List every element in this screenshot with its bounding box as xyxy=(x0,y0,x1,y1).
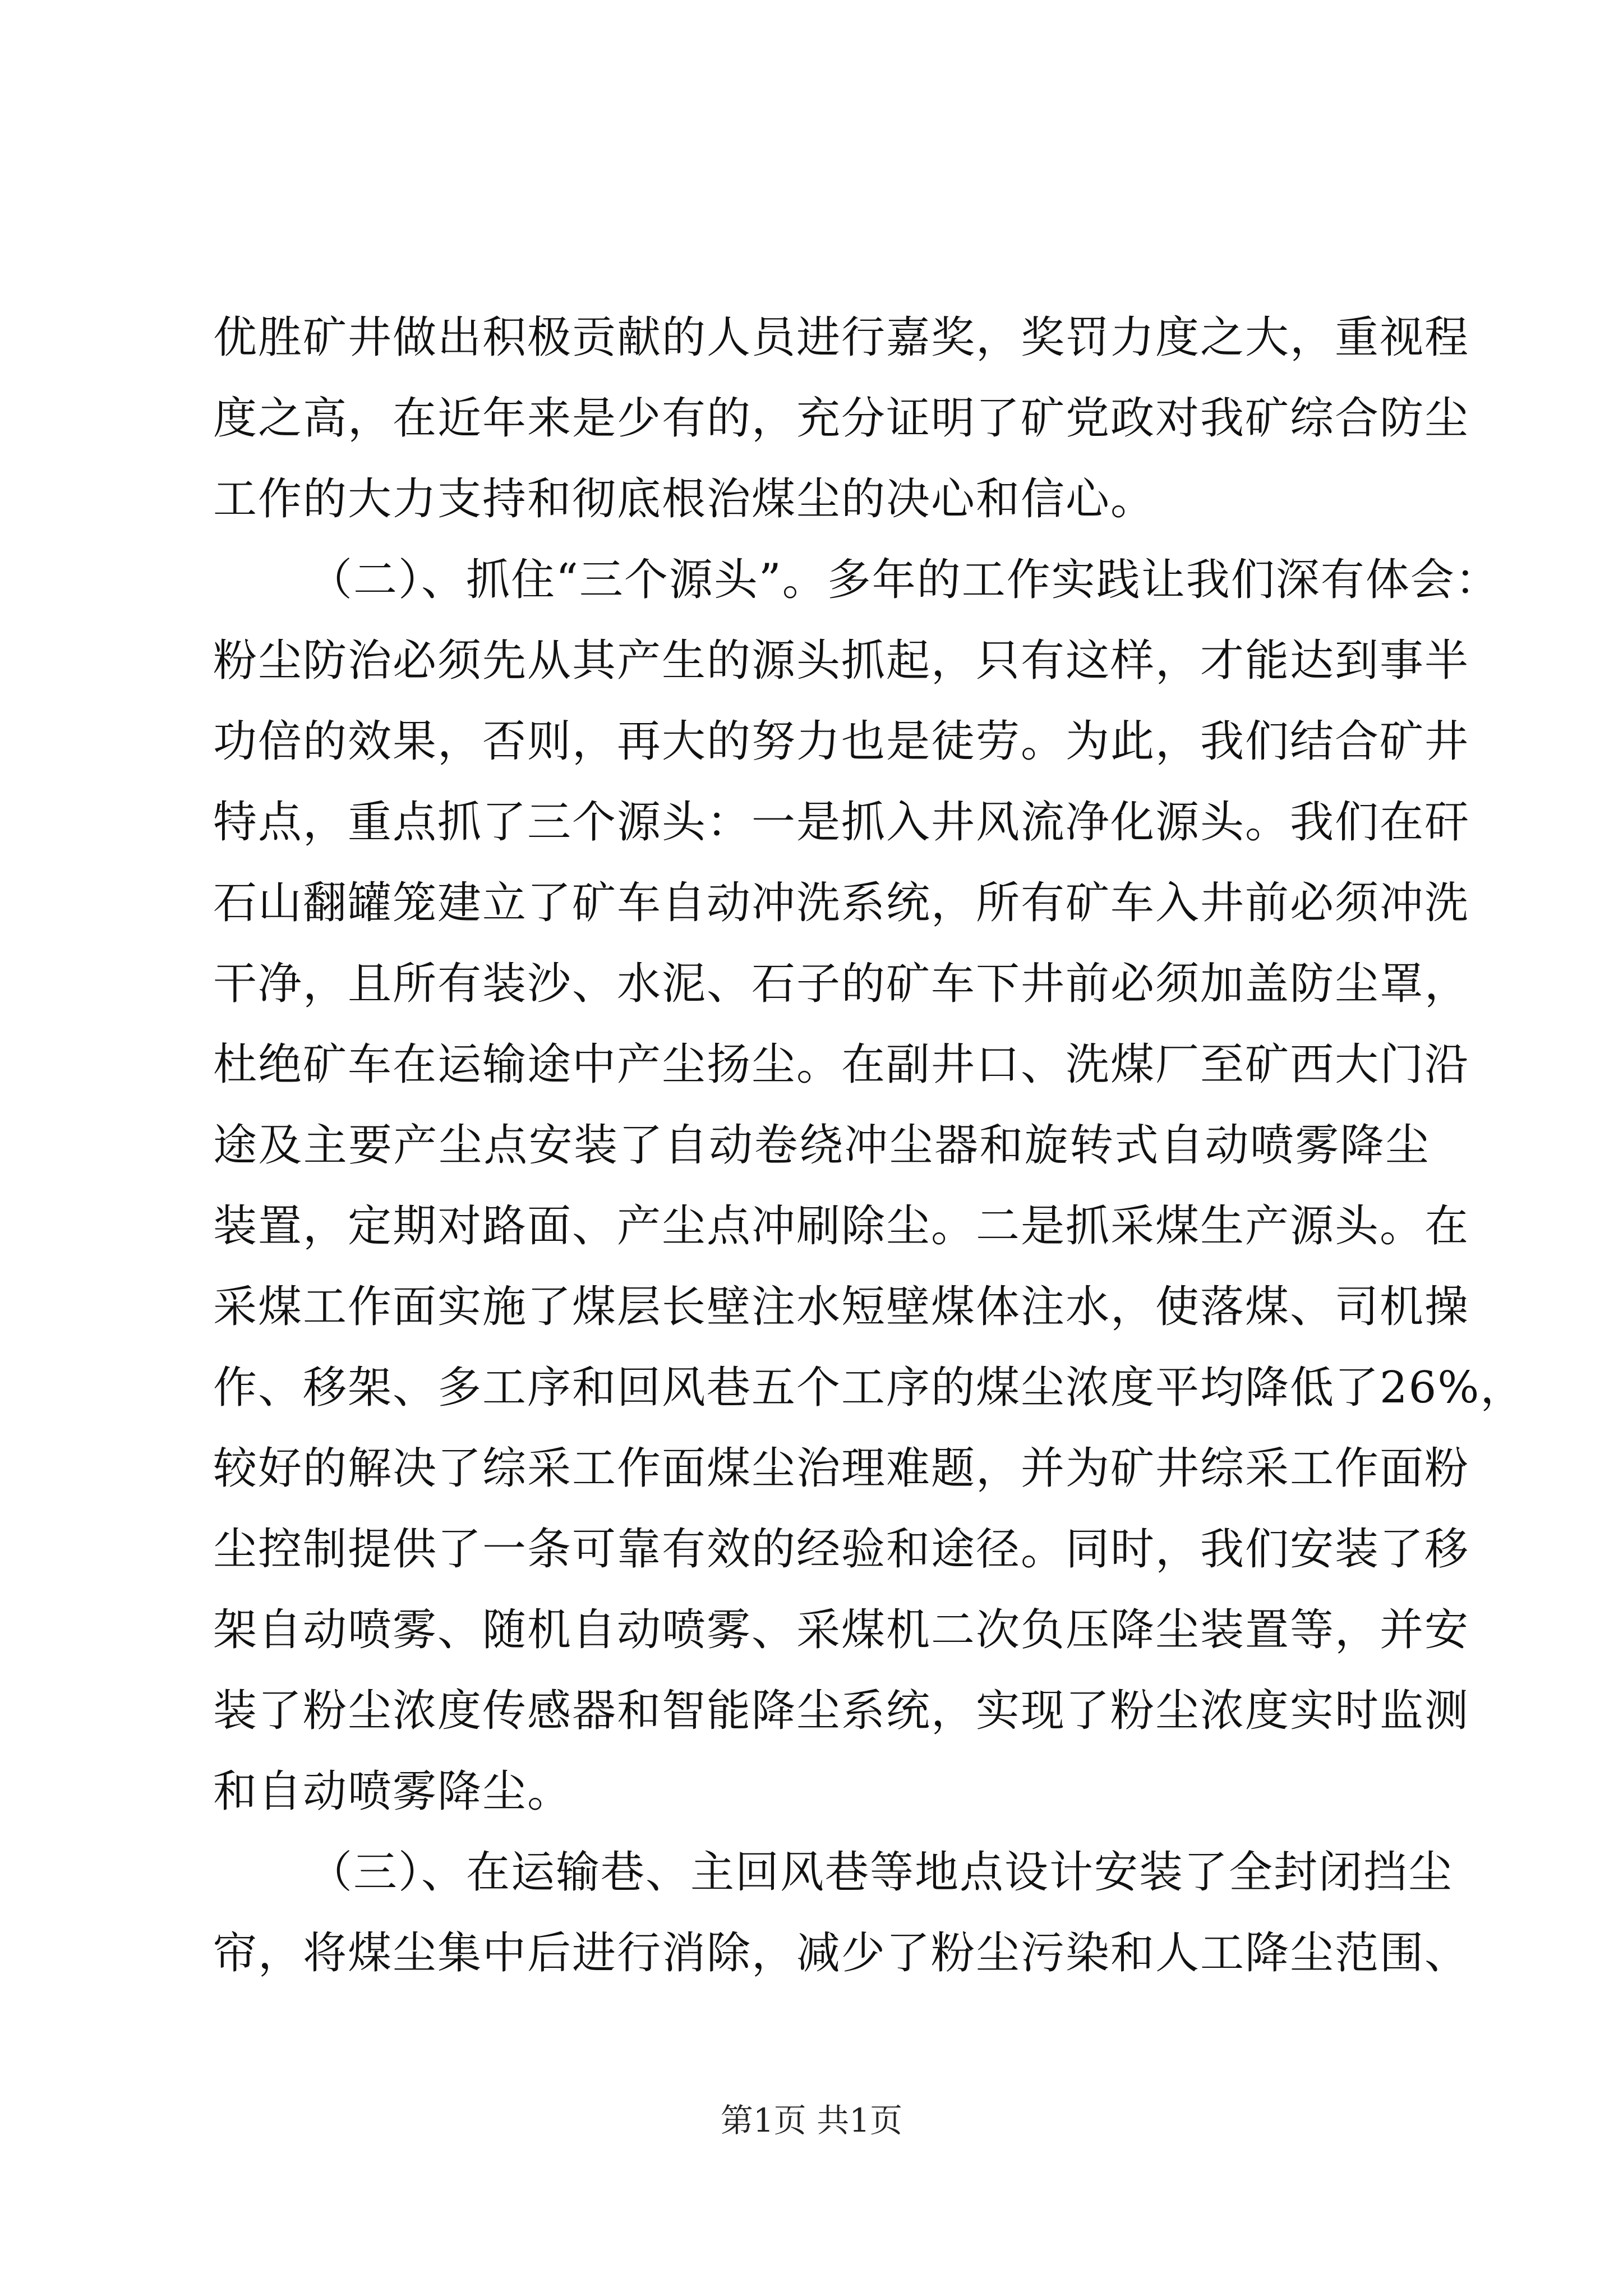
text-line: 石山翻罐笼建立了矿车自动冲洗系统，所有矿车入井前必须冲洗 xyxy=(213,878,1470,928)
paragraph-start-line: （三）、在运输巷、主回风巷等地点设计安装了全封闭挡尘 xyxy=(308,1847,1454,1898)
text-line: 架自动喷雾、随机自动喷雾、采煤机二次负压降尘装置等，并安 xyxy=(213,1605,1470,1655)
text-line: 干净，且所有装沙、水泥、石子的矿车下井前必须加盖防尘罩， xyxy=(213,959,1470,1009)
text-line: 粉尘防治必须先从其产生的源头抓起，只有这样，才能达到事半 xyxy=(213,636,1470,686)
text-line: 工作的大力支持和彻底根治煤尘的决心和信心。 xyxy=(213,474,1156,524)
text-line: 装置，定期对路面、产尘点冲刷除尘。二是抓采煤生产源头。在 xyxy=(213,1201,1470,1251)
text-line: 杜绝矿车在运输途中产尘扬尘。在副井口、洗煤厂至矿西大门沿 xyxy=(213,1039,1470,1090)
text-line: 装了粉尘浓度传感器和智能降尘系统，实现了粉尘浓度实时监测 xyxy=(213,1686,1470,1736)
body-text xyxy=(213,297,1525,1994)
paragraph-start-line: （二）、抓住“三个源头”。多年的工作实践让我们深有体会： xyxy=(308,555,1500,605)
text-line: 作、移架、多工序和回风巷五个工序的煤尘浓度平均降低了26%， xyxy=(213,1363,1525,1413)
text-line: 优胜矿井做出积极贡献的人员进行嘉奖，奖罚力度之大，重视程 xyxy=(213,312,1470,363)
text-line: 和自动喷雾降尘。 xyxy=(213,1766,573,1817)
text-line: 帘，将煤尘集中后进行消除，减少了粉尘污染和人工降尘范围、 xyxy=(213,1928,1470,1978)
text-line: 较好的解决了综采工作面煤尘治理难题，并为矿井综采工作面粉 xyxy=(213,1443,1470,1494)
text-line: 途及主要产尘点安装了自动卷绕冲尘器和旋转式自动喷雾降尘 xyxy=(213,1120,1430,1171)
text-line: 尘控制提供了一条可靠有效的经验和途径。同时，我们安装了移 xyxy=(213,1524,1470,1575)
text-line: 度之高，在近年来是少有的，充分证明了矿党政对我矿综合防尘 xyxy=(213,393,1470,444)
text-line: 采煤工作面实施了煤层长壁注水短壁煤体注水，使落煤、司机操 xyxy=(213,1282,1470,1332)
text-line: 特点，重点抓了三个源头：一是抓入井风流净化源头。我们在矸 xyxy=(213,797,1470,848)
page-footer: 第1页 共1页 xyxy=(720,2101,903,2139)
text-line: 功倍的效果，否则，再大的努力也是徒劳。为此，我们结合矿井 xyxy=(213,716,1470,767)
